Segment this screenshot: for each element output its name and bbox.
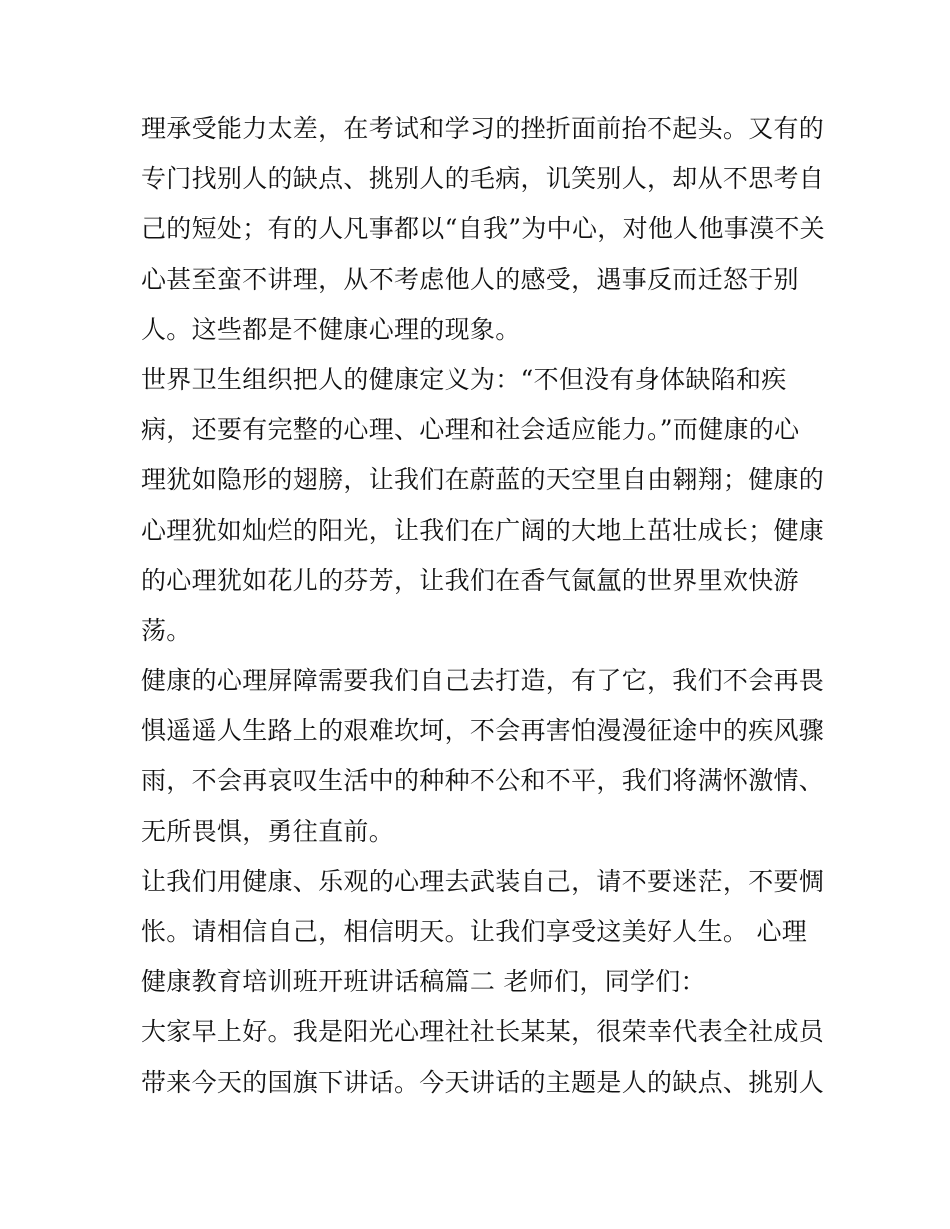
text-line: 荡。 [141,615,192,645]
text-line: 无所畏惧，勇往直前。 [141,816,395,846]
text-line: 心甚至蛮不讲理，从不考虑他人的感受，遇事反而迁怒于别 [141,264,799,294]
text-line: 雨，不会再哀叹生活中的种种不公和不平，我们将满怀激情、 [141,766,825,796]
text-line: 怅。请相信自己，相信明天。让我们享受这美好人生。 心理 [141,917,808,946]
text-line: 病，还要有完整的心理、心理和社会适应能力。”而健康的心 [141,415,800,445]
text-line: 的心理犹如花儿的芬芳，让我们在香气氤氲的世界里欢快游 [141,565,799,595]
text-line: 人。这些都是不健康心理的现象。 [141,314,521,344]
text-line: 理犹如隐形的翅膀，让我们在蔚蓝的天空里自由翱翔；健康的 [141,465,825,495]
text-line: 带来今天的国旗下讲话。今天讲话的主题是人的缺点、挑别人 [141,1067,825,1097]
text-line: 己的短处；有的人凡事都以“自我”为中心，对他人他事漠不关 [141,214,825,244]
text-line: 专门找别人的缺点、挑别人的毛病，讥笑别人，却从不思考自 [141,164,825,194]
text-line: 健康教育培训班开班讲话稿篇二 老师们，同学们： [141,967,706,997]
text-line: 世界卫生组织把人的健康定义为：“不但没有身体缺陷和疾 [141,364,787,394]
text-line: 让我们用健康、乐观的心理去武装自己，请不要迷茫，不要惆 [141,866,825,896]
text-line: 健康的心理屏障需要我们自己去打造，有了它，我们不会再畏 [141,666,825,696]
text-line: 理承受能力太差，在考试和学习的挫折面前抬不起头。又有的 [141,114,825,143]
text-line: 心理犹如灿烂的阳光，让我们在广阔的大地上茁壮成长；健康 [141,515,825,545]
body-text [141,104,825,1108]
text-line: 大家早上好。我是阳光心理社社长某某，很荣幸代表全社成员 [141,1017,825,1047]
text-line: 惧遥遥人生路上的艰难坎坷，不会再害怕漫漫征途中的疾风骤 [141,716,825,746]
